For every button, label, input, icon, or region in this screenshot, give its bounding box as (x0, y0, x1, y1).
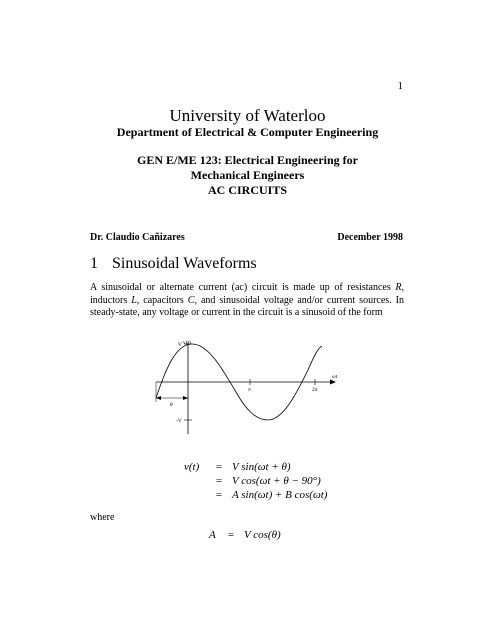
eqA-lhs: A (209, 529, 216, 541)
eq2-equals: = (215, 475, 223, 487)
course-line-2: Mechanical Engineers (190, 168, 305, 182)
symbol-L: L (131, 294, 137, 306)
para-text-2: , inductors (90, 282, 404, 306)
date: December 1998 (337, 232, 403, 243)
label-V: V (178, 342, 182, 348)
equation-A-lhs (209, 529, 216, 541)
equation-2-rhs (206, 475, 321, 487)
equation-3-rhs (206, 489, 327, 501)
course-line-1: GEN E/ME 123: Electrical Engineering for (137, 153, 358, 167)
course-title (0, 153, 495, 198)
eq1-equals: = (215, 461, 223, 473)
para-text-4: , and sinusoidal voltage and/or current sources. In steady-state, any voltage or current in the circuit is a sinusoid of the form (90, 294, 404, 318)
symbol-R: R (395, 282, 402, 293)
eq1-lhs: v(t) (184, 461, 200, 473)
label-pi: π (248, 387, 251, 393)
equation-1-rhs (206, 461, 291, 473)
label-negV: -V (176, 418, 182, 424)
symbol-C: C (187, 294, 195, 306)
label-theta: θ (170, 402, 173, 408)
sinusoid-graph (140, 338, 360, 438)
para-text-1: A sinusoidal or alternate current (ac) circuit is made up of resistances (90, 282, 396, 293)
page-number: 1 (397, 80, 403, 92)
section-number: 1 (90, 255, 98, 272)
label-2pi: 2π (312, 387, 318, 393)
equation-A-rhs (218, 529, 281, 541)
y-axis-label: v(t) (183, 340, 191, 346)
eq3-equals: = (215, 489, 223, 501)
theta-arrow-right (183, 396, 188, 400)
course-line-3: AC CIRCUITS (207, 183, 287, 197)
eqA-rhs: V cos(θ) (244, 529, 281, 541)
section-heading (90, 255, 257, 273)
x-axis-arrow (330, 380, 336, 385)
equation-1 (184, 461, 199, 473)
section-title: Sinusoidal Waveforms (112, 255, 257, 272)
department-title: Department of Electrical & Computer Engineering (116, 125, 379, 139)
intro-paragraph (90, 282, 404, 320)
eq1-rhs: V sin(ωt + θ) (232, 461, 291, 473)
where-text: where (90, 512, 115, 523)
eq2-rhs: V cos(ωt + θ − 90°) (232, 475, 321, 487)
author: Dr. Claudio Cañizares (90, 232, 185, 243)
university-title: University of Waterloo (169, 106, 326, 125)
para-text-3: , capacitors (136, 294, 188, 306)
eq3-rhs: A sin(ωt) + B cos(ωt) (232, 489, 328, 501)
eqA-equals: = (227, 529, 235, 541)
x-axis-label: ωt (332, 374, 338, 380)
